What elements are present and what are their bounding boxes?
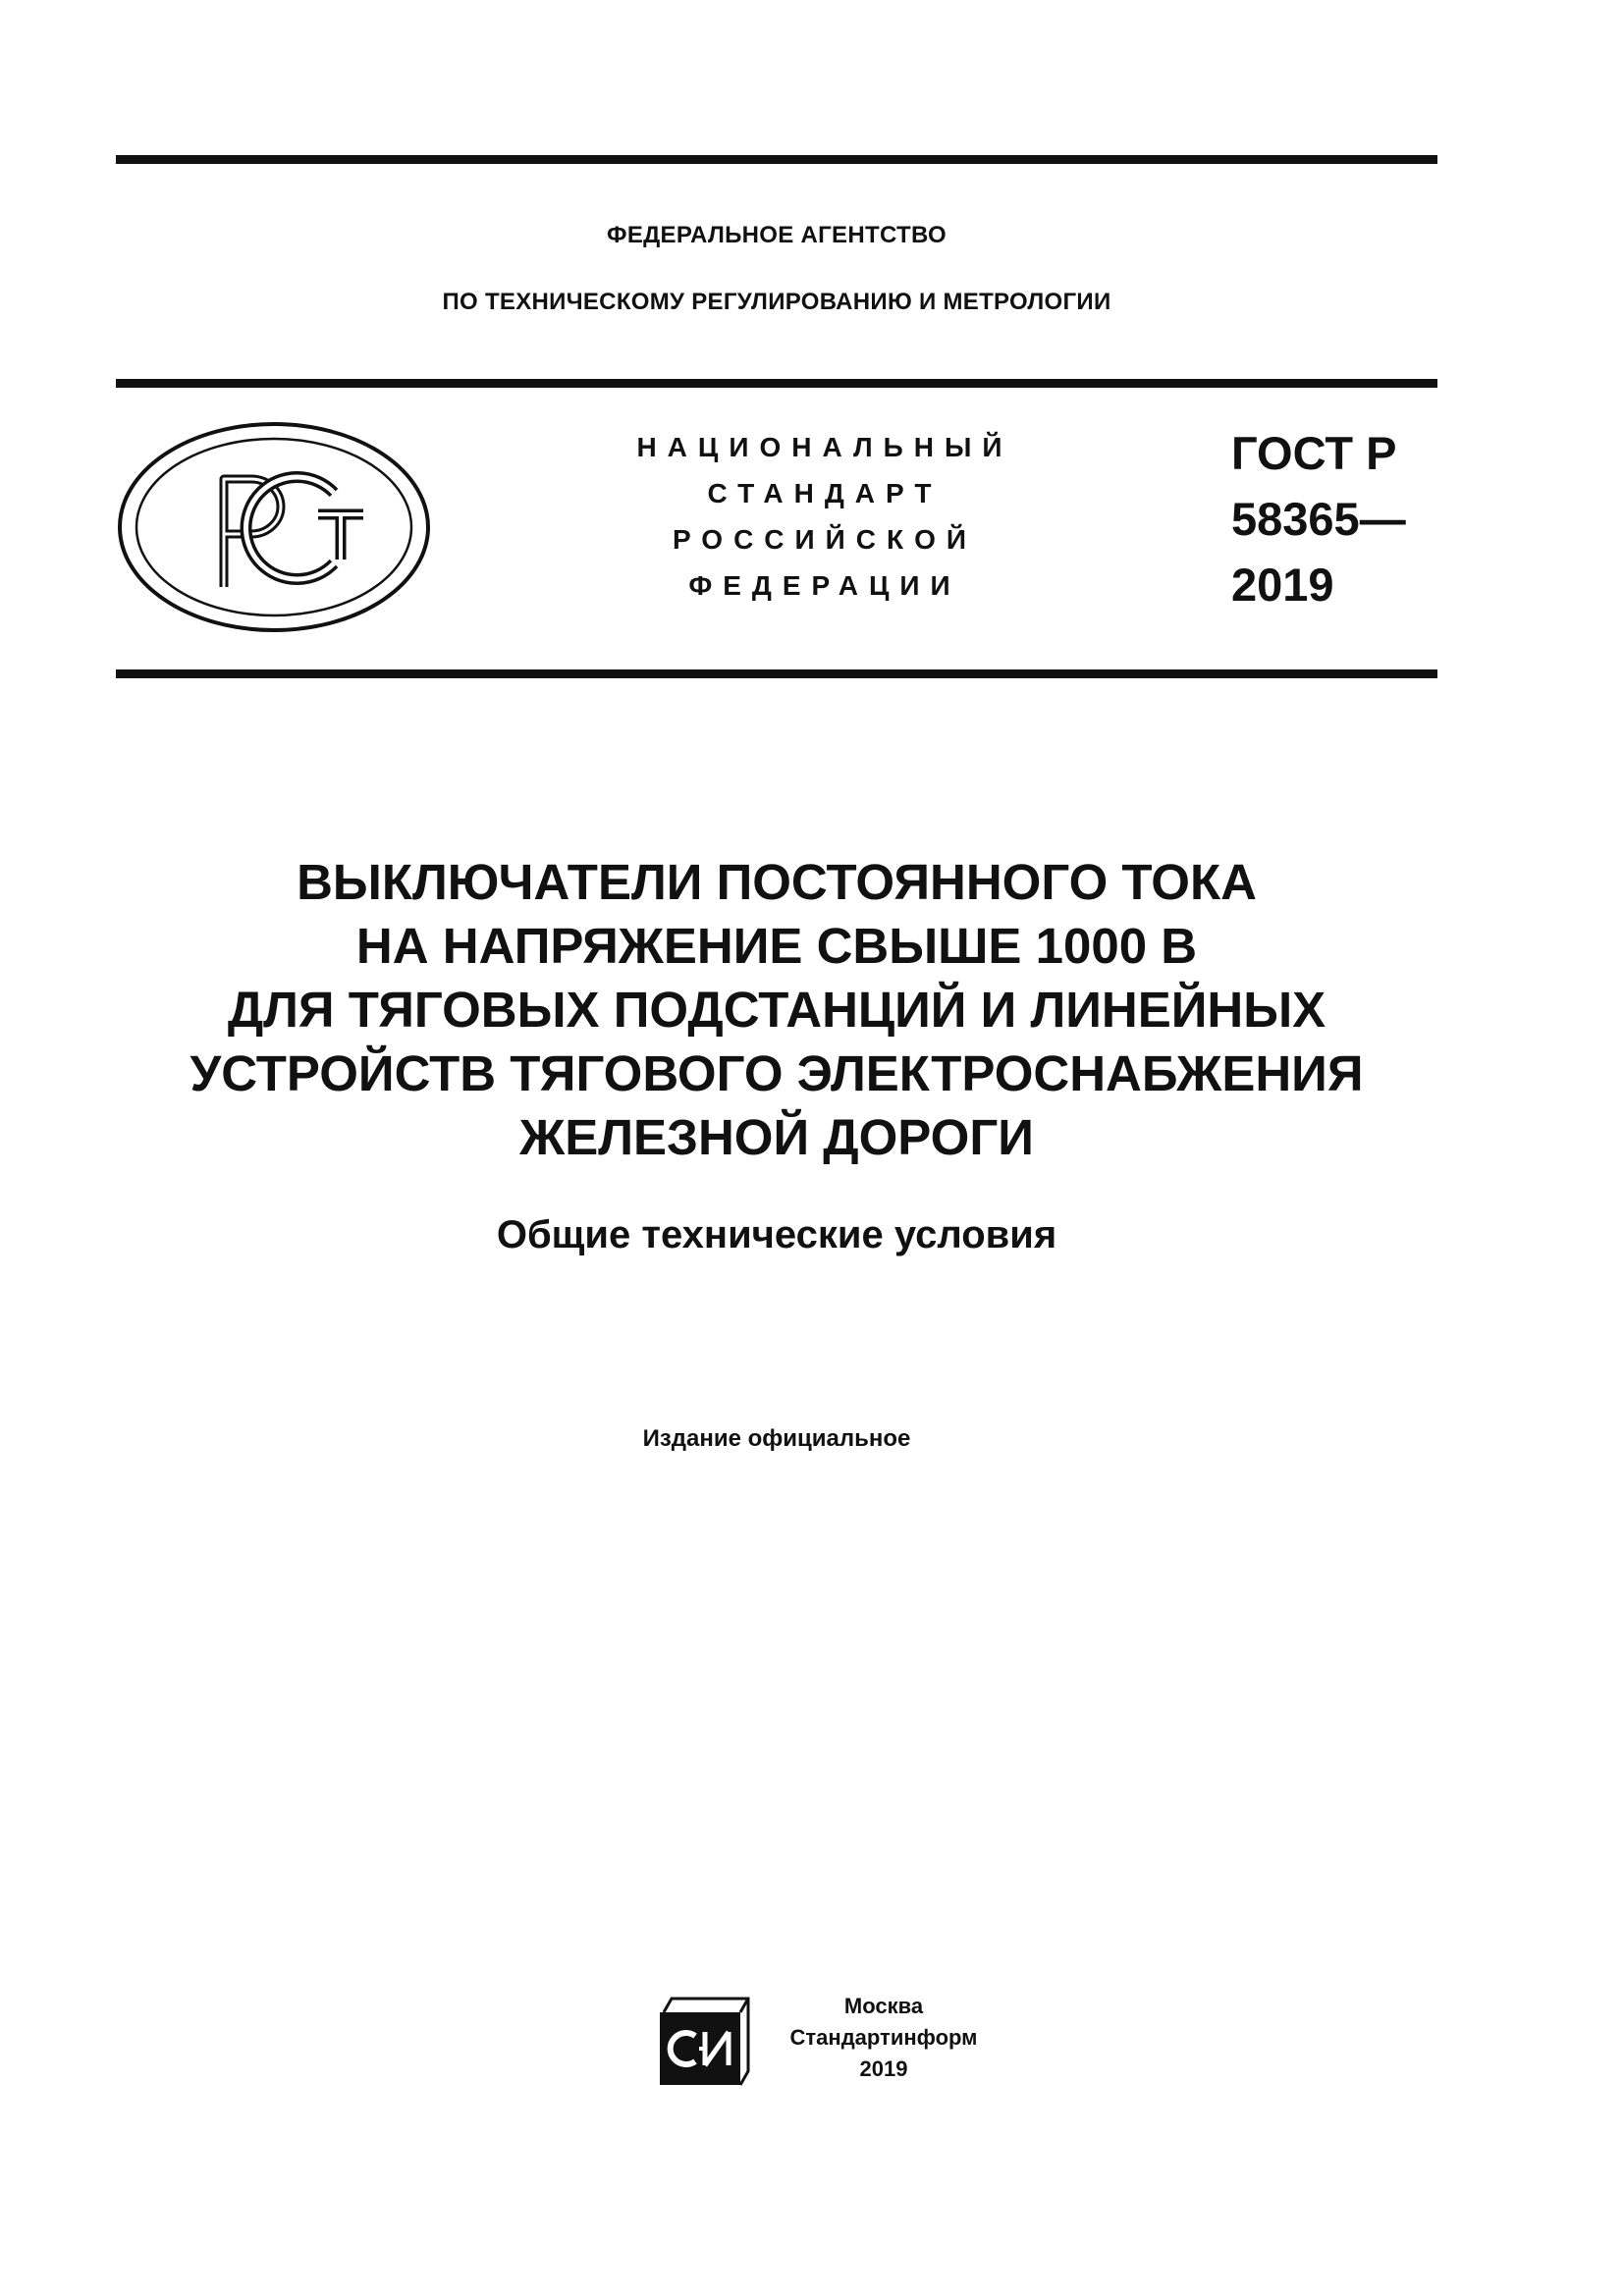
agency-name-line2: ПО ТЕХНИЧЕСКОМУ РЕГУЛИРОВАНИЮ И МЕТРОЛОГИИ <box>442 289 1111 315</box>
national-standard-line: СТАНДАРТ <box>707 478 943 508</box>
header-bottom-rule <box>116 669 1437 678</box>
national-standard-line: НАЦИОНАЛЬНЫЙ <box>636 432 1013 462</box>
pst-conformity-logo-icon <box>116 420 432 634</box>
title-line: ЖЕЛЕЗНОЙ ДОРОГИ <box>519 1109 1034 1165</box>
document-subtitle: Общие технические условия <box>496 1213 1057 1256</box>
publisher-info <box>766 1991 1001 2085</box>
title-line: УСТРОЙСТВ ТЯГОВОГО ЭЛЕКТРОСНАБЖЕНИЯ <box>189 1045 1364 1101</box>
national-standard-label <box>589 424 1060 609</box>
publisher-year: 2019 <box>859 2056 908 2081</box>
header-top-rule <box>116 379 1437 388</box>
gost-designation-line: 2019 <box>1231 559 1334 611</box>
gost-designation-line: 58365— <box>1231 493 1406 545</box>
national-standard-line: РОССИЙСКОЙ <box>673 524 977 555</box>
standartinform-logo-icon <box>654 1993 752 2091</box>
top-rule <box>116 155 1437 164</box>
title-line: НА НАПРЯЖЕНИЕ СВЫШЕ 1000 В <box>355 918 1198 974</box>
document-title <box>116 850 1437 1169</box>
national-standard-line: ФЕДЕРАЦИИ <box>688 570 961 601</box>
agency-name-line1: ФЕДЕРАЛЬНОЕ АГЕНТСТВО <box>607 222 947 248</box>
gost-designation-line: ГОСТ Р <box>1231 427 1397 479</box>
publisher-name: Стандартинформ <box>789 2025 978 2050</box>
publisher-city: Москва <box>843 1994 924 2018</box>
title-line: ДЛЯ ТЯГОВЫХ ПОДСТАНЦИЙ И ЛИНЕЙНЫХ <box>227 982 1326 1038</box>
gost-designation <box>1231 420 1406 617</box>
edition-label: Издание официальное <box>642 1425 911 1452</box>
title-line: ВЫКЛЮЧАТЕЛИ ПОСТОЯННОГО ТОКА <box>297 854 1257 910</box>
